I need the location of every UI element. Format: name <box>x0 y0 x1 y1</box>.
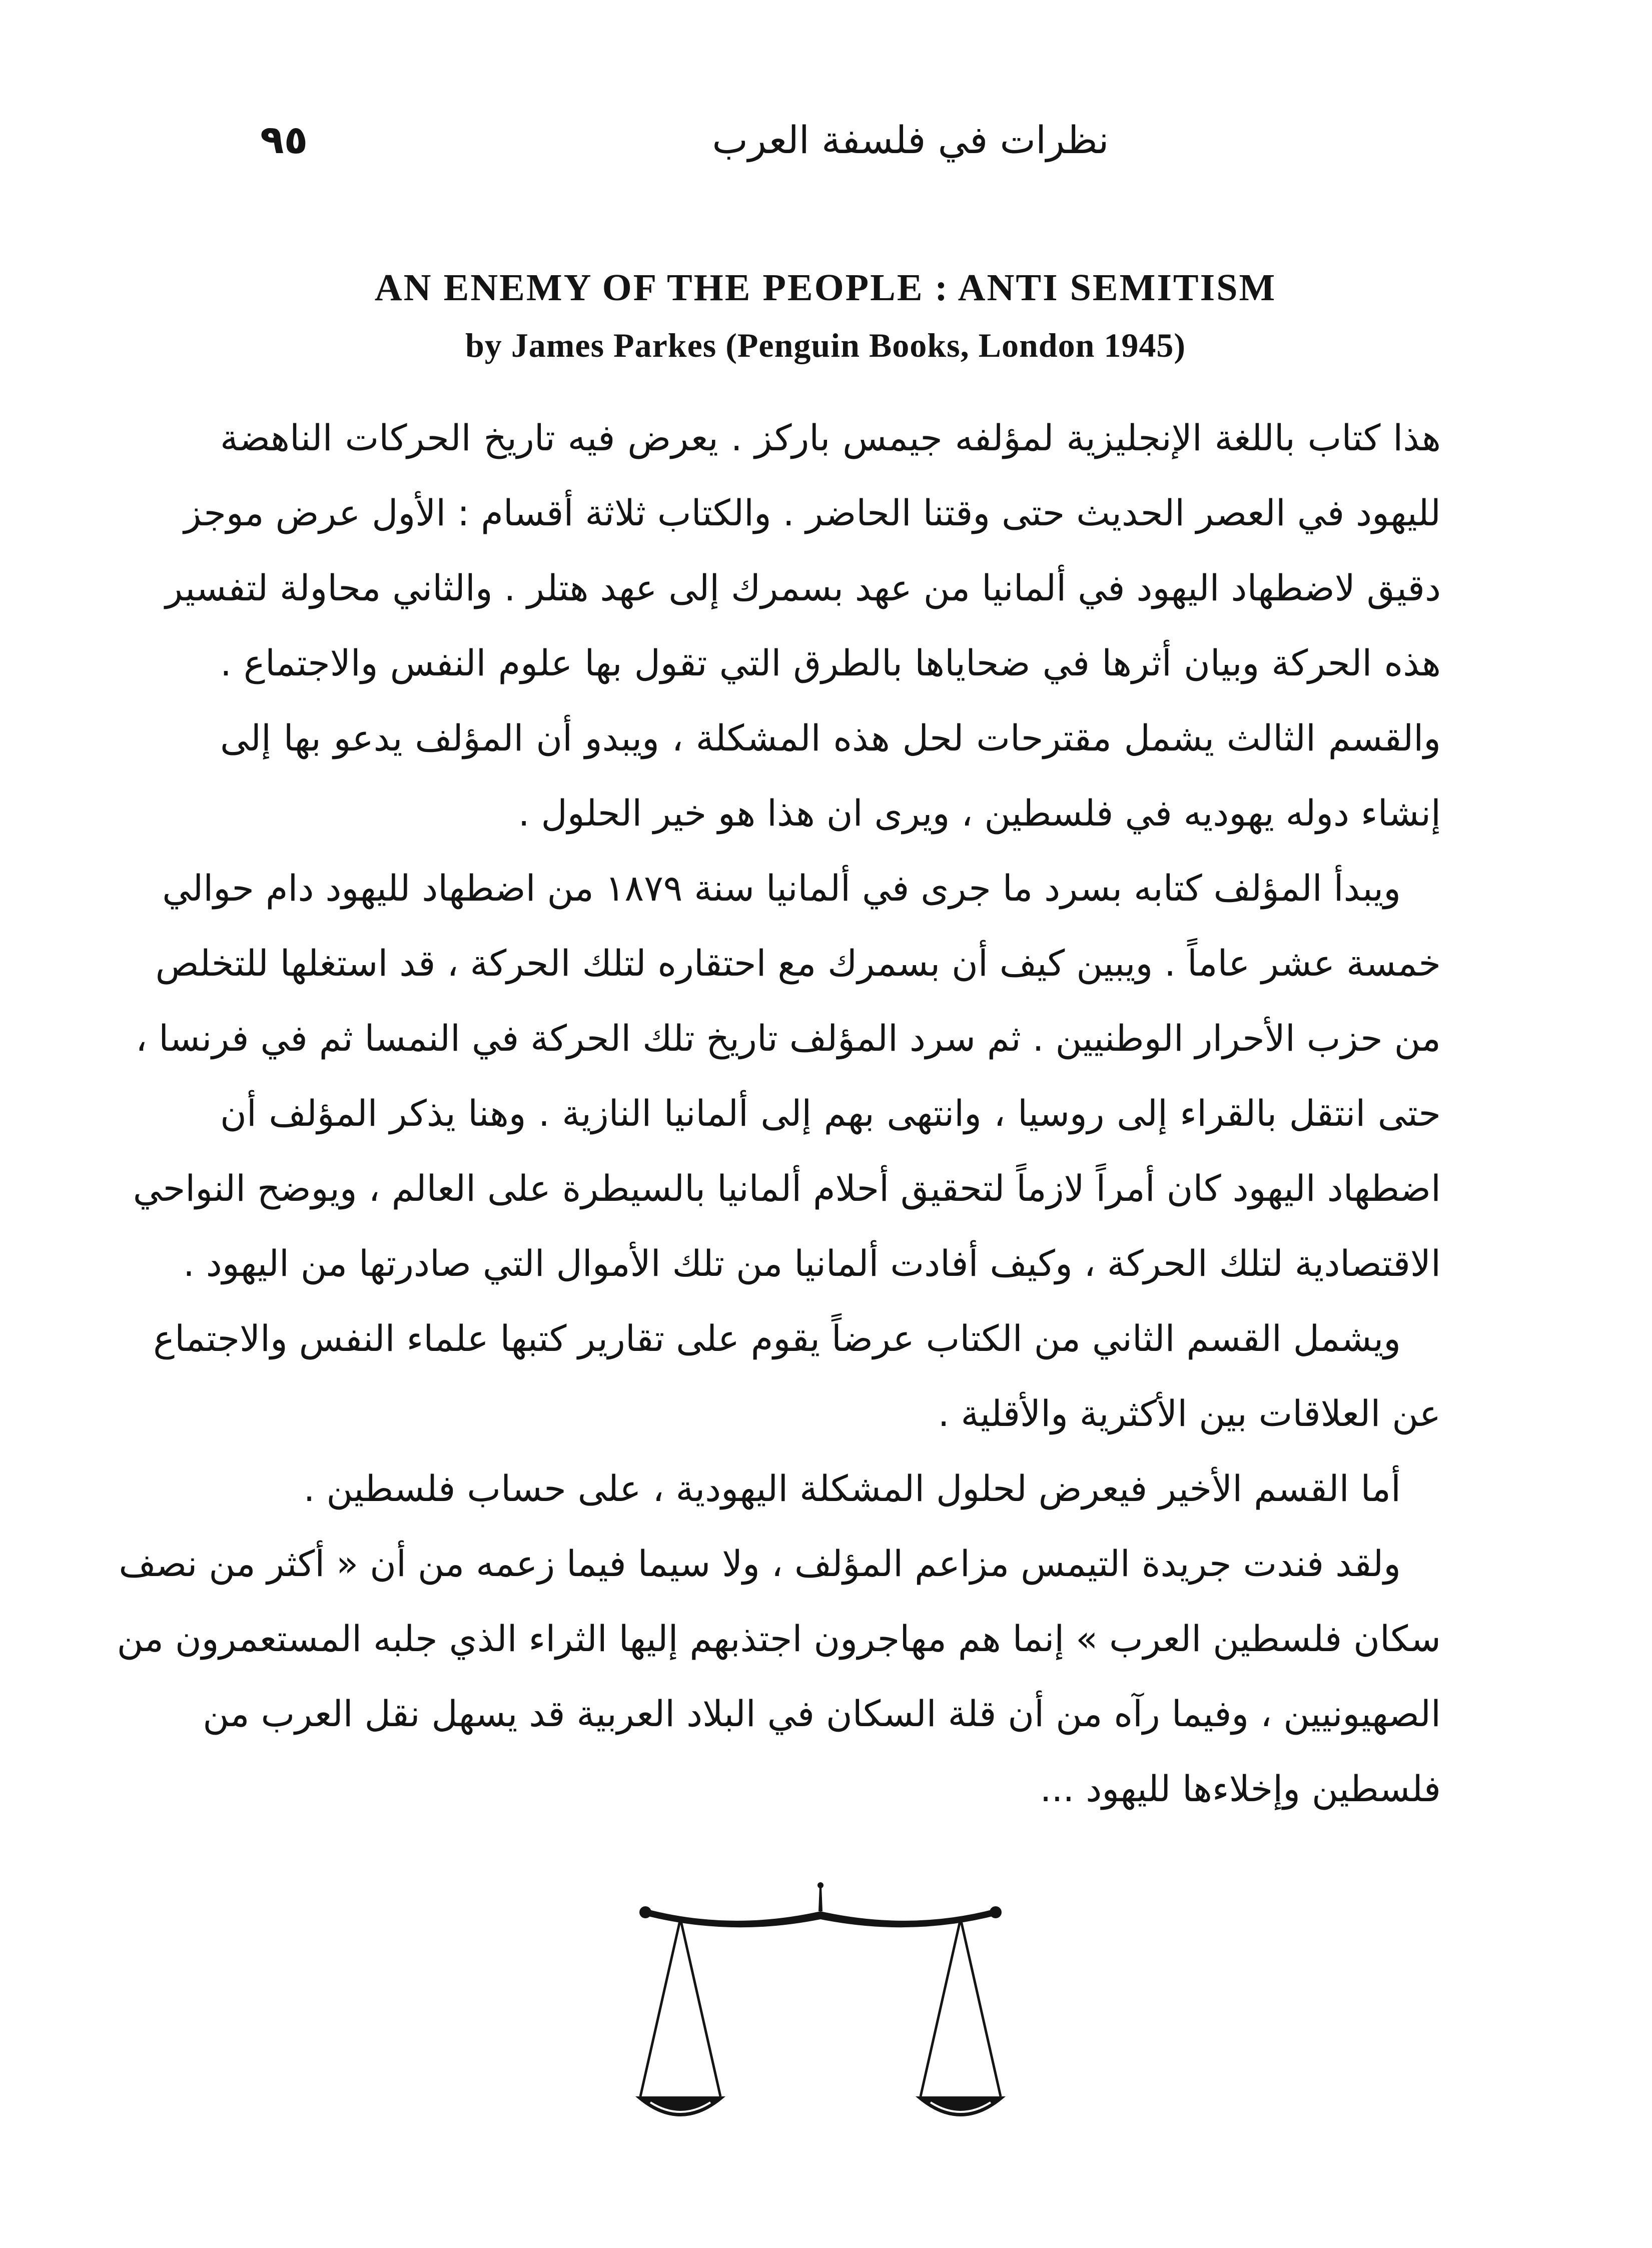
body-text <box>117 400 1441 1826</box>
body-line: عن العلاقات بين الأكثرية والأقلية . <box>938 1392 1441 1434</box>
body-line: هذا كتاب باللغة الإنجليزية لمؤلفه جيمس باركز . يعرض فيه تاريخ الحركات الناهضة <box>220 417 1441 459</box>
body-line: من حزب الأحرار الوطنيين . ثم سرد المؤلف تاريخ تلك الحركة في النمسا ثم في فرنسا ، <box>136 1017 1441 1059</box>
body-line: الصهيونيين ، وفيما رآه من أن قلة السكان في البلاد العربية قد يسهل نقل العرب من <box>203 1693 1441 1735</box>
running-head <box>260 105 1461 175</box>
body-line: ويشمل القسم الثاني من الكتاب عرضاً يقوم على تقارير كتبها علماء النفس والاجتماع <box>153 1317 1401 1359</box>
body-line: دقيق لاضطهاد اليهود في ألمانيا من عهد بسمرك إلى عهد هتلر . والثاني محاولة لتفسير <box>165 567 1441 609</box>
running-title: نظرات في فلسفة العرب <box>712 118 1109 162</box>
body-line: خمسة عشر عاماً . ويبين كيف أن بسمرك مع احتقاره لتلك الحركة ، قد استغلها للتخلص <box>155 942 1441 984</box>
body-line: الاقتصادية لتلك الحركة ، وكيف أفادت ألمانيا من تلك الأموال التي صادرتها من اليهود . <box>183 1242 1441 1284</box>
body-line: سكان فلسطين العرب » إنما هم مهاجرون اجتذبهم إليها الثراء الذي جلبه المستعمرون من <box>117 1618 1441 1660</box>
book-byline: by James Parkes (Penguin Books, London 1945) <box>465 326 1186 364</box>
body-line: فلسطين وإخلاءها لليهود ... <box>1040 1768 1441 1810</box>
body-line: هذه الحركة وبيان أثرها في ضحاياها بالطرق التي تقول بها علوم النفس والاجتماع . <box>220 642 1441 684</box>
page-number: ٩٥ <box>260 118 308 163</box>
book-title: AN ENEMY OF THE PEOPLE : ANTI SEMITISM <box>374 267 1277 309</box>
body-line: اضطهاد اليهود كان أمراً لازماً لتحقيق أحلام ألمانيا بالسيطرة على العالم ، ويوضح النواحي <box>133 1167 1441 1209</box>
body-line: والقسم الثالث يشمل مقترحات لحل هذه المشكلة ، ويبدو أن المؤلف يدعو بها إلى <box>220 717 1441 759</box>
body-line: لليهود في العصر الحديث حتى وقتنا الحاضر . والكتاب ثلاثة أقسام : الأول عرض موجز <box>184 492 1441 534</box>
body-line: حتى انتقل بالقراء إلى روسيا ، وانتهى بهم إلى ألمانيا النازية . وهنا يذكر المؤلف أن <box>220 1092 1441 1134</box>
body-line: إنشاء دوله يهوديه في فلسطين ، ويرى ان هذا هو خير الحلول . <box>518 792 1441 834</box>
body-line: ويبدأ المؤلف كتابه بسرد ما جرى في ألمانيا سنة ١٨٧٩ من اضطهاد لليهود دام حوالي <box>162 867 1401 909</box>
balance-scale-icon <box>630 1876 1011 2156</box>
body-line: أما القسم الأخير فيعرض لحلول المشكلة اليهودية ، على حساب فلسطين . <box>303 1467 1401 1510</box>
body-line: ولقد فندت جريدة التيمس مزاعم المؤلف ، ولا سيما فيما زعمه من أن « أكثر من نصف <box>119 1543 1401 1585</box>
